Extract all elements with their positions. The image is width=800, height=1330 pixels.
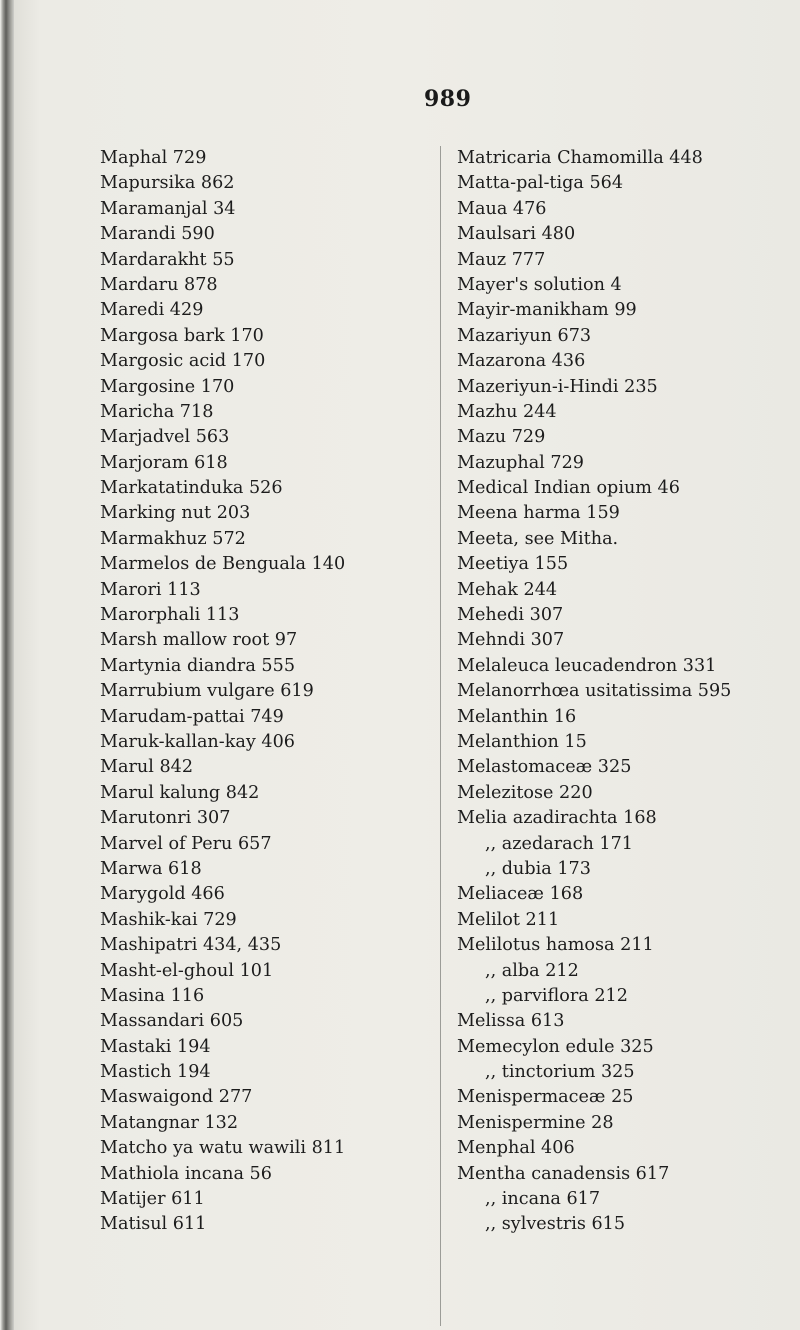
index-entry: Melanthion 15	[457, 731, 587, 752]
index-entry: Melia azadirachta 168	[457, 808, 657, 829]
index-column-left	[100, 146, 445, 1238]
index-entry: Marking nut 203	[100, 503, 251, 524]
index-entry: Matangnar 132	[100, 1112, 239, 1133]
index-entry: Maramanjal 34	[100, 198, 236, 219]
index-entry: Mayer's solution 4	[457, 274, 622, 295]
index-entry: Matricaria Chamomilla 448	[457, 148, 703, 168]
index-subentry: ,, parviflora 212	[485, 985, 628, 1006]
index-entry: Marsh mallow root 97	[100, 630, 298, 651]
index-entry: Maswaigond 277	[100, 1087, 253, 1108]
index-entry: Meeta, see Mitha.	[457, 528, 619, 549]
index-entry: Marygold 466	[100, 884, 225, 905]
index-entry: Mehedi 307	[457, 605, 564, 626]
index-entry: Mauz 777	[457, 249, 546, 270]
index-entry: Melanorrhœa usitatissima 595	[457, 681, 732, 702]
index-entry: Melastomaceæ 325	[457, 757, 632, 778]
index-column-right	[457, 146, 797, 1238]
index-entry: Margosa bark 170	[100, 325, 264, 346]
index-entry: Mastaki 194	[100, 1036, 211, 1057]
index-entry: Mehndi 307	[457, 630, 565, 651]
index-entry: Mashik-kai 729	[100, 909, 237, 930]
index-entry: Melaleuca leucadendron 331	[457, 655, 717, 676]
index-entry: Margosic acid 170	[100, 351, 266, 372]
index-entry: Mehak 244	[457, 579, 558, 600]
index-entry: Melezitose 220	[457, 782, 593, 803]
index-entry: Marudam-pattai 749	[100, 706, 284, 727]
index-entry: Menispermine 28	[457, 1112, 614, 1133]
index-entry: Marjoram 618	[100, 452, 228, 473]
index-entry: Meena harma 159	[457, 503, 620, 524]
index-entry: Melilotus hamosa 211	[457, 935, 654, 956]
index-entry: Markatatinduka 526	[100, 478, 283, 499]
index-entry: Marori 113	[100, 579, 201, 600]
index-entry: Mashipatri 434, 435	[100, 935, 282, 956]
index-entry: Marorphali 113	[100, 605, 240, 626]
index-entry: Maruk-kallan-kay 406	[100, 731, 295, 752]
index-entry: Mazu 729	[457, 427, 546, 448]
index-entry: Mastich 194	[100, 1062, 211, 1083]
index-subentry: ,, dubia 173	[485, 858, 591, 879]
page-binding-edge	[0, 0, 14, 1330]
index-entry: Mazuphal 729	[457, 452, 584, 473]
index-entry: Mayir-manikham 99	[457, 300, 637, 321]
index-entry: Marwa 618	[100, 858, 202, 879]
index-entry: Marul kalung 842	[100, 782, 260, 803]
index-entry: Mazariyun 673	[457, 325, 592, 346]
index-subentry: ,, incana 617	[485, 1189, 601, 1210]
index-entry: Marjadvel 563	[100, 427, 230, 448]
index-entry: Mardaru 878	[100, 274, 218, 295]
index-entry: Matijer 611	[100, 1189, 205, 1210]
index-entry: Mazeriyun-i-Hindi 235	[457, 376, 658, 397]
index-entry: Marrubium vulgare 619	[100, 681, 314, 702]
index-entry: Masina 116	[100, 985, 205, 1006]
index-entry: Mapursika 862	[100, 173, 235, 194]
index-entry: Melissa 613	[457, 1011, 565, 1032]
index-entry: Marmakhuz 572	[100, 528, 246, 549]
index-entry: Matisul 611	[100, 1214, 207, 1235]
index-entry: Melanthin 16	[457, 706, 577, 727]
index-subentry: ,, sylvestris 615	[485, 1214, 626, 1235]
index-entry: Marvel of Peru 657	[100, 833, 272, 854]
index-entry: Mazhu 244	[457, 401, 557, 422]
index-entry: Meliaceæ 168	[457, 884, 584, 905]
index-entry: Maua 476	[457, 198, 547, 219]
index-entry: Mathiola incana 56	[100, 1163, 272, 1184]
index-subentry: ,, tinctorium 325	[485, 1062, 635, 1083]
index-entry: Martynia diandra 555	[100, 655, 296, 676]
index-entry: Maredi 429	[100, 300, 204, 321]
index-entry: Menispermaceæ 25	[457, 1087, 634, 1108]
index-entry: Maricha 718	[100, 401, 214, 422]
index-entry: Marandi 590	[100, 224, 215, 245]
index-entry: Marul 842	[100, 757, 194, 778]
index-entry: Margosine 170	[100, 376, 235, 397]
index-entry: Maulsari 480	[457, 224, 576, 245]
index-entry: Matta-pal-tiga 564	[457, 173, 624, 194]
index-entry: Masht-el-ghoul 101	[100, 960, 274, 981]
index-entry: Maphal 729	[100, 148, 207, 168]
index-subentry: ,, alba 212	[485, 960, 579, 981]
column-divider	[440, 146, 441, 1326]
index-entry: Massandari 605	[100, 1011, 244, 1032]
index-entry: Mardarakht 55	[100, 249, 235, 270]
index-entry: Melilot 211	[457, 909, 560, 930]
index-entry: Matcho ya watu wawili 811	[100, 1138, 346, 1159]
index-entry: Meetiya 155	[457, 554, 569, 575]
index-entry: Memecylon edule 325	[457, 1036, 654, 1057]
index-entry: Mazarona 436	[457, 351, 586, 372]
index-entry: Mentha canadensis 617	[457, 1163, 670, 1184]
index-entry: Marmelos de Benguala 140	[100, 554, 346, 575]
index-subentry: ,, azedarach 171	[485, 833, 633, 854]
page-number: 989	[424, 86, 472, 112]
index-entry: Menphal 406	[457, 1138, 575, 1159]
index-entry: Medical Indian opium 46	[457, 478, 680, 499]
index-entry: Marutonri 307	[100, 808, 231, 829]
